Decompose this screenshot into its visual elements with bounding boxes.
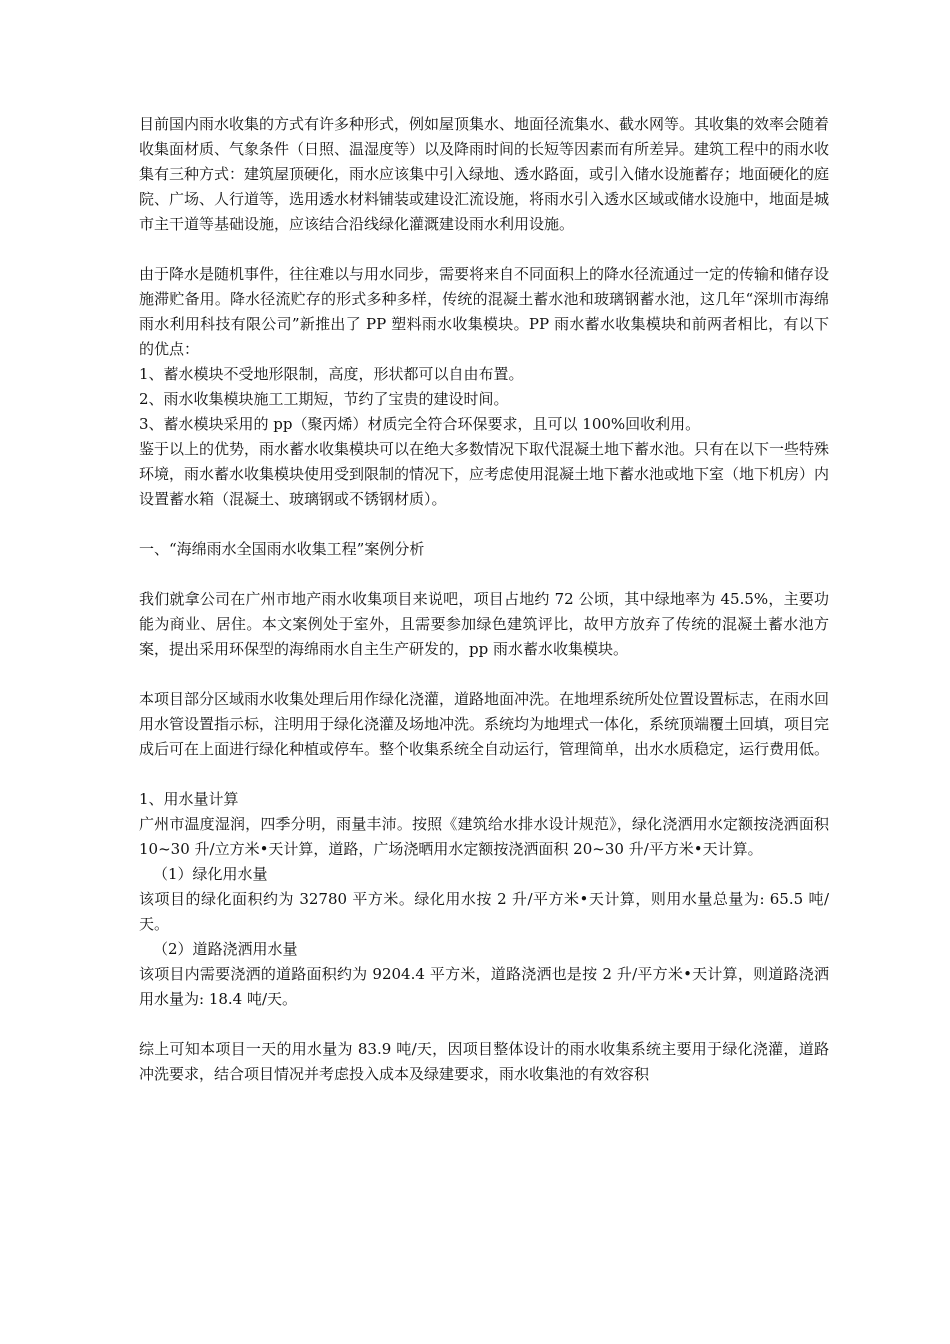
document-page [139, 112, 829, 1087]
paragraph-climate: 广州市温度湿润，四季分明，雨量丰沛。按照《建筑给水排水设计规范》，绿化浇洒用水定额按浇洒面积 10~30 升/立方米•天计算，道路，广场浇晒用水定额按浇洒面积 20~30 升/平方米•天计算。 [139, 815, 829, 858]
paragraph-gap [139, 662, 829, 687]
section-heading-case: 一、“海绵雨水全国雨水收集工程”案例分析 [139, 540, 425, 558]
paragraph-green-water: 该项目的绿化面积约为 32780 平方米。绿化用水按 2 升/平方米•天计算，则用水量总量为: 65.5 吨/天。 [139, 890, 829, 933]
paragraph-storage: 由于降水是随机事件，往往难以与用水同步，需要将来自不同面积上的降水径流通过一定的传输和储存设施滞贮备用。降水径流贮存的形式多种多样，传统的混凝土蓄水池和玻璃钢蓄水池，这几年“深圳市海绵雨水利用科技有限公司”新推出了 PP 塑料雨水收集模块。PP 雨水蓄水收集模块和前两者相比，有以下的优点： [139, 265, 830, 358]
list-item: 1、蓄水模块不受地形限制，高度，形状都可以自由布置。 [139, 365, 524, 383]
section-heading-water: 1、用水量计算 [139, 790, 239, 808]
paragraph-gap [139, 1012, 829, 1037]
paragraph-gap [139, 562, 829, 587]
paragraph-summary: 综上可知本项目一天的用水量为 83.9 吨/天，因项目整体设计的雨水收集系统主要用于绿化浇灌，道路冲洗要求，结合项目情况并考虑投入成本及绿建要求，雨水收集池的有效容积 [139, 1040, 829, 1083]
list-item: 2、雨水收集模块施工工期短，节约了宝贵的建设时间。 [139, 390, 509, 408]
subheading-road: （2）道路浇洒用水量 [153, 940, 298, 958]
paragraph-road-water: 该项目内需要浇洒的道路面积约为 9204.4 平方米，道路浇洒也是按 2 升/平方米•天计算，则道路浇洒用水量为: 18.4 吨/天。 [139, 965, 829, 1008]
subheading-green: （1）绿化用水量 [153, 865, 268, 883]
paragraph-advantages: 鉴于以上的优势，雨水蓄水收集模块可以在绝大多数情况下取代混凝土地下蓄水池。只有在以下一些特殊环境，雨水蓄水收集模块使用受到限制的情况下，应考虑使用混凝土地下蓄水池或地下室（地下机房）内设置蓄水箱（混凝土、玻璃钢或不锈钢材质）。 [139, 440, 830, 508]
paragraph-project: 我们就拿公司在广州市地产雨水收集项目来说吧，项目占地约 72 公顷，其中绿地率为 45.5%，主要功能为商业、居住。本文案例处于室外，且需要参加绿色建筑评比，故甲方放弃了传统的混凝土蓄水池方案，提出采用环保型的海绵雨水自主生产研发的，pp 雨水蓄水收集模块。 [139, 590, 829, 658]
paragraph-usage: 本项目部分区域雨水收集处理后用作绿化浇灌，道路地面冲洗。在地埋系统所处位置设置标志，在雨水回用水管设置指示标，注明用于绿化浇灌及场地冲洗。系统均为地埋式一体化，系统顶端覆土回填，项目完成后可在上面进行绿化种植或停车。整个收集系统全自动运行，管理简单，出水水质稳定，运行费用低。 [139, 690, 830, 758]
list-item: 3、蓄水模块采用的 pp（聚丙烯）材质完全符合环保要求，且可以 100%回收利用。 [139, 415, 701, 433]
paragraph-intro: 目前国内雨水收集的方式有许多种形式，例如屋顶集水、地面径流集水、截水网等。其收集的效率会随着收集面材质、气象条件（日照、温湿度等）以及降雨时间的长短等因素而有所差异。建筑工程中的雨水收集有三种方式：建筑屋顶硬化，雨水应该集中引入绿地、透水路面，或引入储水设施蓄存；地面硬化的庭院、广场、人行道等，选用透水材料铺装或建设汇流设施，将雨水引入透水区域或储水设施中，地面是城市主干道等基础设施，应该结合沿线绿化灌溉建设雨水利用设施。 [139, 115, 830, 233]
paragraph-gap [139, 762, 829, 787]
paragraph-gap [139, 512, 829, 537]
paragraph-gap [139, 237, 829, 262]
